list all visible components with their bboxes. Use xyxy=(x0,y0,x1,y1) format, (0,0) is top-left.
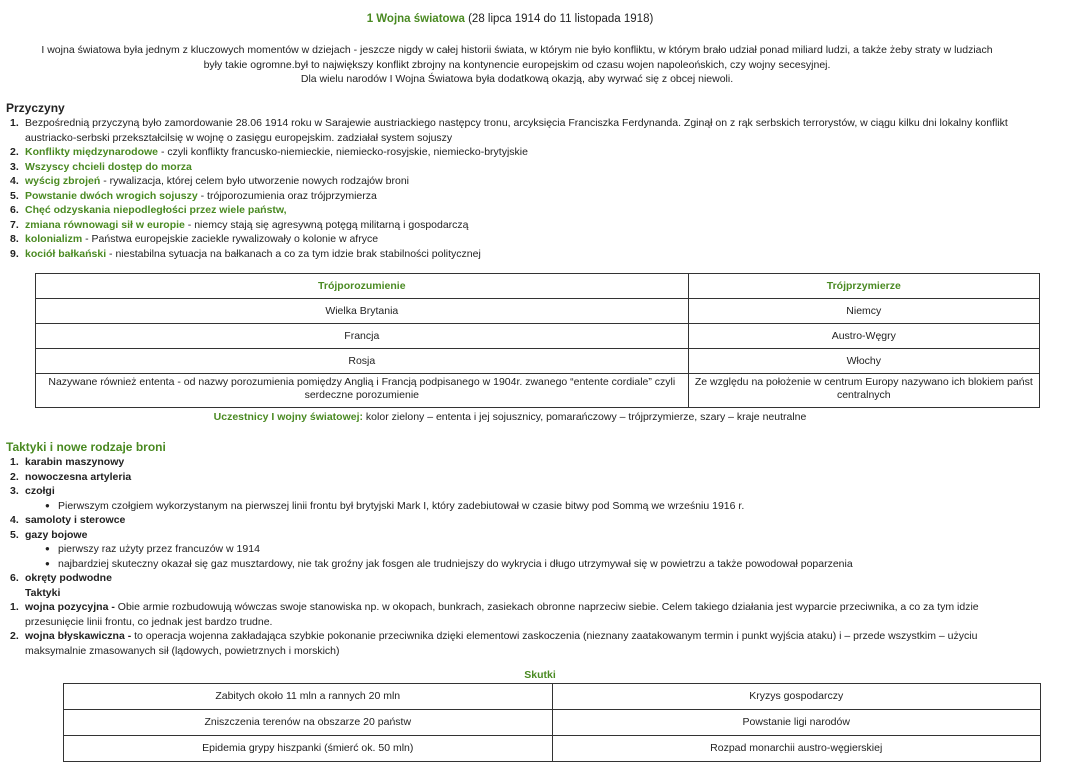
intro-line: I wojna światowa była jednym z kluczowych momentów w dziejach - jeszcze nigdy w całej historii świata, w którym nie było konfliktu, w którym brało udział ponad miliard ludzi, a także żeby straty w ludziach xyxy=(41,44,993,56)
list-number: 4. xyxy=(10,514,19,526)
list-item-text xyxy=(25,513,1030,528)
list-item-text xyxy=(25,528,1030,572)
cause-description: - niemcy stają się agresywną potęgą militarną i gospodarczą xyxy=(184,218,469,231)
cause-term: Wszyscy chcieli dostęp do morza xyxy=(25,160,192,173)
header-triple-alliance: Trójprzymierze xyxy=(688,274,1039,299)
list-item-text xyxy=(25,160,1030,175)
list-item-text xyxy=(25,470,1030,485)
bullet-item xyxy=(45,499,1030,514)
title-main: 1 Wojna światowa xyxy=(366,13,465,25)
bullet-icon: ● xyxy=(45,558,50,568)
tactic-description: Obie armie rozbudowują wówczas swoje stanowiska np. w okopach, bunkrach, zasiekach obronne naprzeciw siebie. Celem takiego działania jest wyparcie przeciwnika, a co za tym idzie przesunięcie linii frontu, co jednak jest bardzo trudne. xyxy=(25,601,979,628)
list-item xyxy=(10,600,1030,629)
list-item-text xyxy=(25,247,1030,262)
bullet-text: Pierwszym czołgiem wykorzystanym na pierwszej linii frontu był brytyjski Mark I, który zadebiutował w czasie bitwy pod Sommą we wrześniu 1916 r. xyxy=(58,499,745,512)
cause-term: zmiana równowagi sił w europie xyxy=(25,218,185,231)
list-number: 1. xyxy=(10,456,19,468)
list-number: 3. xyxy=(10,160,19,173)
table-cell: Zabitych około 11 mln a rannych 20 mln xyxy=(64,684,553,710)
list-number: 5. xyxy=(10,189,19,202)
intro-line: Dla wielu narodów I Wojna Światowa była dodatkową okazją, aby wyrwać się z obcej niewoli. xyxy=(300,73,734,85)
table-row xyxy=(64,684,1041,710)
list-number: 8. xyxy=(10,233,19,245)
tactic-description: to operacja wojenna zakładająca szybkie pokonanie przeciwnika dzięki elementowi zaskoczenia (nieznany zaatakowanym termin i punkt wyjścia ataku) i – przede wszystkim – użyciu maksymalnie zmasowanych sił (lądowych, powietrznych i morskich) xyxy=(25,630,978,657)
list-number: 2. xyxy=(10,630,19,642)
cause-term: kolonializm xyxy=(25,233,83,245)
participants-note xyxy=(0,410,1020,425)
list-number: 6. xyxy=(10,204,19,216)
cause-description: Bezpośrednią przyczyną było zamordowanie 28.06 1914 roku w Sarajewie austriackiego następcy tronu, arcyksięcia Franciszka Ferdynanda. Zginął on z rąk serbskich terrorystów, w ciągu kilku dni lokalny konflikt austriacko-serbski przekształcilsię w wojnę o zasięgu europejskim. zadziałał system sojuszy xyxy=(25,117,1008,144)
list-number: 1. xyxy=(10,117,19,129)
list-item xyxy=(10,571,1030,586)
bullet-icon: ● xyxy=(45,544,50,553)
table-cell: Zniszczenia terenów na obszarze 20 państw xyxy=(64,710,553,736)
list-item-text xyxy=(25,232,1030,247)
list-item xyxy=(10,160,1030,175)
weapon-name: samoloty i sterowce xyxy=(25,514,126,526)
weapon-name: czołgi xyxy=(25,485,55,497)
cause-term: wyścig zbrojeń xyxy=(25,175,101,187)
cause-term: Powstanie dwóch wrogich sojuszy xyxy=(25,189,198,202)
list-number: 4. xyxy=(10,175,19,187)
list-item-text xyxy=(25,203,1030,218)
table-cell: Austro-Węgry xyxy=(688,324,1039,349)
bullet-text: najbardziej skuteczny okazał się gaz musztardowy, nie tak groźny jak fosgen ale trudniejszy do wykrycia i długo utrzymywał się w powietrzu a także powodował poparzenia xyxy=(58,557,853,570)
causes-heading: Przyczyny xyxy=(6,101,65,115)
list-item xyxy=(10,470,1030,485)
cause-description: - Państwa europejskie zaciekle rywalizowały o kolonie w afryce xyxy=(82,233,379,245)
list-item-text xyxy=(25,116,1030,145)
list-number: 2. xyxy=(10,470,19,483)
list-number: 2. xyxy=(10,146,19,158)
cause-term: Konflikty międzynarodowe xyxy=(25,146,159,158)
list-number: 6. xyxy=(10,572,19,584)
list-item xyxy=(10,629,1030,658)
tactic-name: wojna błyskawiczna - xyxy=(25,630,132,642)
table-cell: Rosja xyxy=(36,349,689,374)
cause-term: Chęć odzyskania niepodległości przez wiele państw, xyxy=(25,204,287,216)
header-triple-entente: Trójporozumienie xyxy=(36,274,689,299)
bullet-item xyxy=(45,557,1030,572)
table-cell: Epidemia grypy hiszpanki (śmierć ok. 50 mln) xyxy=(64,736,553,762)
table-cell: Niemcy xyxy=(688,299,1039,324)
table-cell: Włochy xyxy=(688,349,1039,374)
cause-description: - niestabilna sytuacja na bałkanach a co za tym idzie brak stabilności politycznej xyxy=(106,247,481,260)
table-row xyxy=(64,710,1041,736)
table-row xyxy=(64,736,1041,762)
weapons-list xyxy=(10,455,1030,658)
title-dates: (28 lipca 1914 do 11 listopada 1918) xyxy=(468,13,654,25)
list-number: 5. xyxy=(10,528,19,541)
bullet-list xyxy=(25,499,1030,514)
table-note-cell: Ze względu na położenie w centrum Europy nazywano ich blokiem państ centralnych xyxy=(688,374,1039,408)
table-cell: Rozpad monarchii austro-węgierskiej xyxy=(552,736,1041,762)
list-item-text xyxy=(25,218,1030,233)
table-cell: Wielka Brytania xyxy=(36,299,689,324)
weapon-name: gazy bojowe xyxy=(25,528,88,541)
intro-paragraph xyxy=(14,43,1020,87)
table-row xyxy=(36,324,1040,349)
list-item xyxy=(10,203,1030,218)
list-item-text xyxy=(25,571,1030,586)
table-cell: Kryzys gospodarczy xyxy=(552,684,1041,710)
intro-line: były takie ogromne.był to największy konflikt zbrojny na kontynencie europejskim od czasu wojen napoleońskich, czy wojny secesyjnej. xyxy=(203,58,831,71)
cause-description: - rywalizacja, której celem było utworzenie nowych rodzajów broni xyxy=(100,175,409,187)
participants-label: Uczestnicy I wojny światowej: xyxy=(213,411,364,423)
list-item xyxy=(10,116,1030,145)
table-header-row xyxy=(36,274,1040,299)
list-number: 3. xyxy=(10,485,19,497)
bullet-icon: ● xyxy=(45,500,50,510)
list-item xyxy=(10,484,1030,513)
list-number: 1. xyxy=(10,601,19,613)
spacer xyxy=(10,586,25,601)
participants-text: kolor zielony – ententa i jej sojusznicy, pomarańczowy – trójprzymierze, szary – kraje neutralne xyxy=(363,411,807,423)
table-row xyxy=(36,374,1040,408)
weapon-name: okręty podwodne xyxy=(25,572,112,584)
list-item-text xyxy=(25,455,1030,470)
tactic-name: wojna pozycyjna - xyxy=(25,601,115,613)
table-cell: Francja xyxy=(36,324,689,349)
list-item-text xyxy=(25,174,1030,189)
list-item xyxy=(10,247,1030,262)
table-cell: Powstanie ligi narodów xyxy=(552,710,1041,736)
bullet-text: pierwszy raz użyty przez francuzów w 1914 xyxy=(58,543,260,555)
cause-description: - trójporozumienia oraz trójprzymierza xyxy=(197,189,377,202)
list-item xyxy=(10,218,1030,233)
list-number: 9. xyxy=(10,247,19,260)
bullet-list xyxy=(25,542,1030,571)
page-title xyxy=(0,12,1020,27)
cause-description: - czyli konflikty francusko-niemieckie, niemiecko-rosyjskie, niemiecko-brytyjskie xyxy=(158,146,528,158)
weapon-name: karabin maszynowy xyxy=(25,456,125,468)
list-item xyxy=(10,528,1030,572)
list-item xyxy=(10,189,1030,204)
list-item-text xyxy=(25,484,1030,513)
tactics-subheading-text: Taktyki xyxy=(25,586,61,599)
list-item xyxy=(10,455,1030,470)
bullet-item xyxy=(45,542,1030,557)
effects-heading: Skutki xyxy=(524,669,556,681)
table-row xyxy=(36,349,1040,374)
list-item xyxy=(10,232,1030,247)
table-row xyxy=(36,299,1040,324)
list-item xyxy=(10,174,1030,189)
table-note-cell: Nazywane również ententa - od nazwy porozumienia pomiędzy Anglią i Francją podpisanego w 1904r. zwanego “entente cordiale” czyli serdeczne porozumienie xyxy=(36,374,689,408)
tactics-heading: Taktyki i nowe rodzaje broni xyxy=(6,440,166,454)
cause-term: kociół bałkański xyxy=(25,247,107,260)
list-item-text xyxy=(25,600,1030,629)
effects-table xyxy=(63,683,1041,762)
tactics-subheading xyxy=(10,586,1030,601)
list-number: 7. xyxy=(10,218,19,231)
list-item xyxy=(10,513,1030,528)
list-item-text xyxy=(25,629,1030,658)
causes-list xyxy=(10,116,1030,261)
weapon-name: nowoczesna artyleria xyxy=(25,470,132,483)
list-item-text xyxy=(25,189,1030,204)
list-item xyxy=(10,145,1030,160)
list-item-text xyxy=(25,145,1030,160)
alliances-table xyxy=(35,273,1040,408)
